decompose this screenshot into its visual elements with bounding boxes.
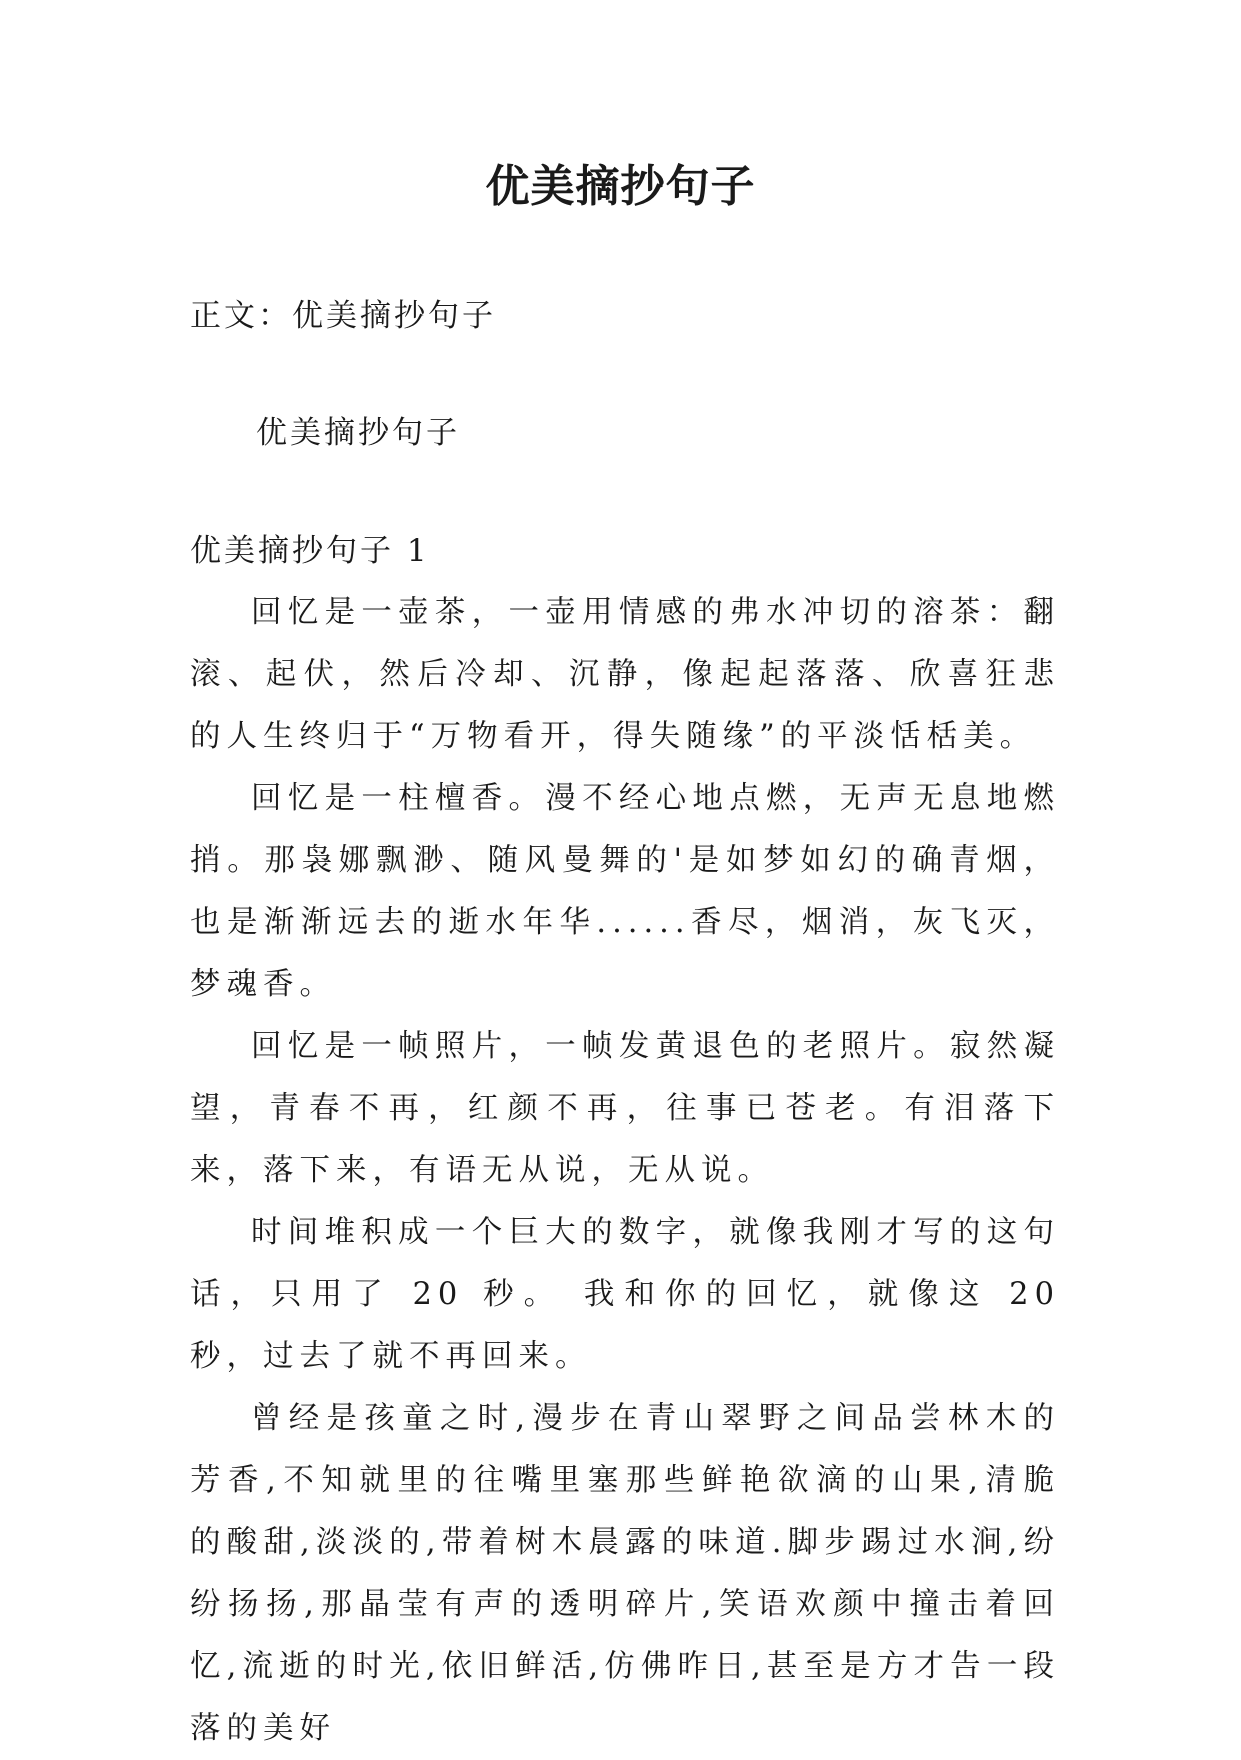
paragraph: 回忆是一帧照片，一帧发黄退色的老照片。寂然凝望，青春不再，红颜不再，往事已苍老。有泪落下来，落下来，有语无从说，无从说。 — [190, 1029, 1060, 1188]
paragraph: 回忆是一柱檀香。漫不经心地点燃，无声无息地燃捎。那袅娜飘渺、随风曼舞的'是如梦如幻的确青烟，也是渐渐远去的逝水年华......香尽，烟消，灰飞灭，梦魂香。 — [190, 781, 1060, 1002]
paragraph: 回忆是一壶茶，一壶用情感的弗水冲切的溶茶：翻滚、起伏，然后冷却、沉静，像起起落落、欣喜狂悲的人生终归于“万物看开，得失随缘”的平淡恬栝美。 — [190, 595, 1060, 754]
paragraph: 时间堆积成一个巨大的数字，就像我刚才写的这句话，只用了 20 秒。 我和你的回忆，就像这 20 秒，过去了就不再回来。 — [190, 1215, 1060, 1374]
paragraph: 曾经是孩童之时,漫步在青山翠野之间品尝林木的芳香,不知就里的往嘴里塞那些鲜艳欲滴的山果,清脆的酸甜,淡淡的,带着树木晨露的味道.脚步踢过水涧,纷纷扬扬,那晶莹有声的透明碎片,笑语欢颜中撞击着回忆,流逝的时光,依旧鲜活,仿佛昨日,甚至是方才告一段落的美好 — [190, 1401, 1060, 1746]
body-label-line: 正文：优美摘抄句子 — [190, 298, 496, 334]
document-title: 优美摘抄句子 — [485, 161, 756, 212]
document-subtitle: 优美摘抄句子 — [256, 415, 460, 451]
section-heading: 优美摘抄句子 1 — [190, 533, 430, 569]
body-text — [190, 582, 1060, 1760]
